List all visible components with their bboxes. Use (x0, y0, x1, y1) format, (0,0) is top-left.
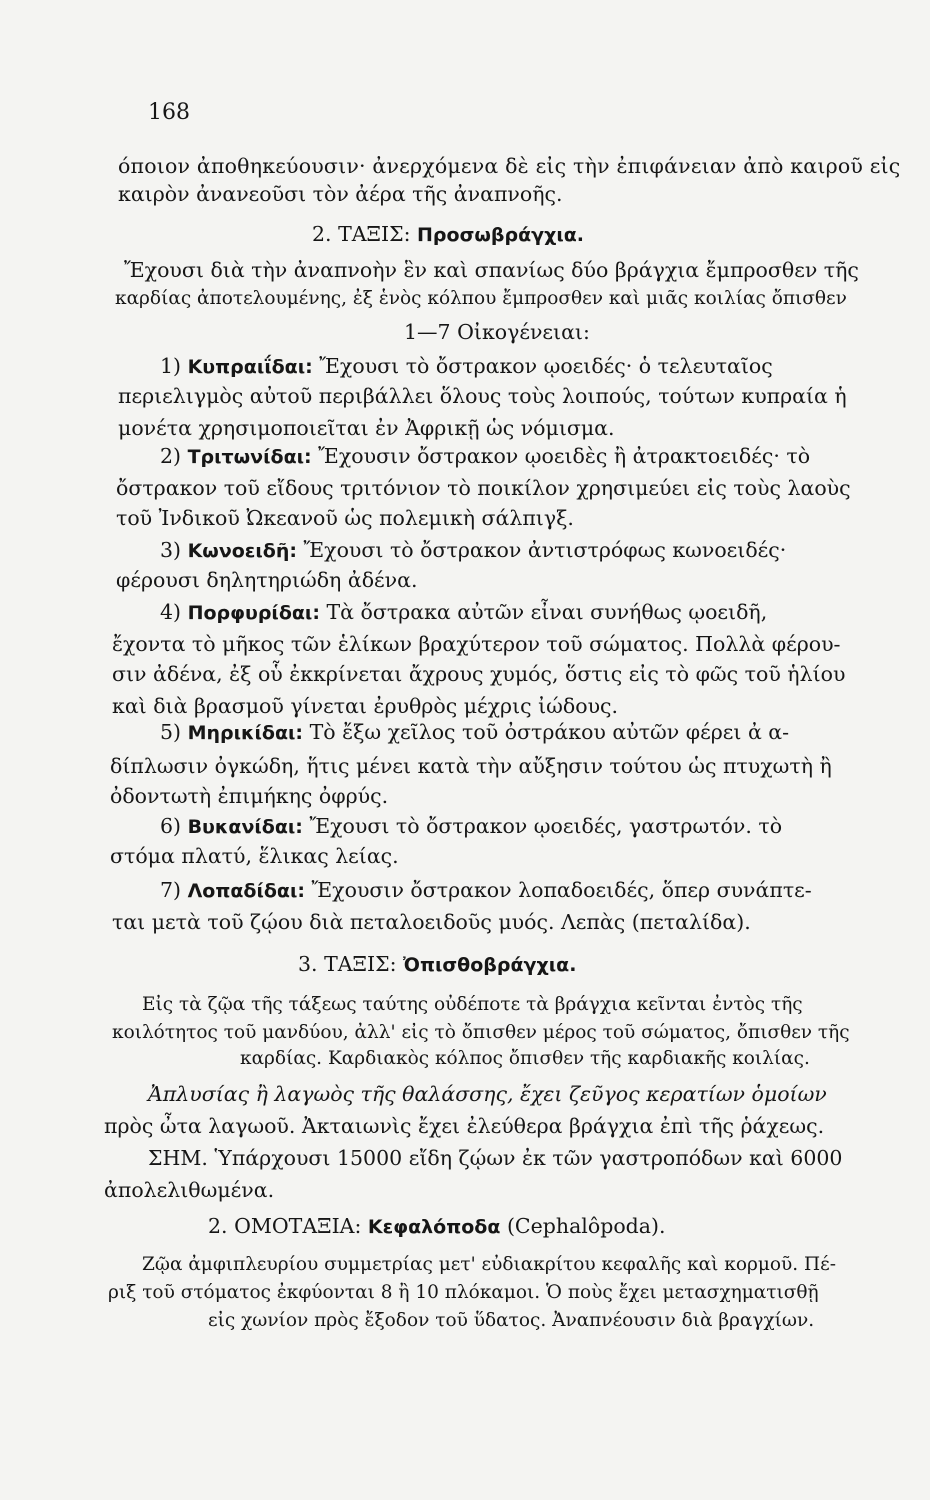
text-line: εἰς χωνίον πρὸς ἔξοδον τοῦ ὕδατος. Ἀναπνέουσιν διὰ βραγχίων. (208, 1310, 815, 1331)
text-line: πρὸς ὦτα λαγωοῦ. Ἀκταιωνὶς ἔχει ἐλεύθερα βράγχια ἐπὶ τῆς ῥάχεως. (104, 1114, 825, 1138)
text-line: καὶ διὰ βρασμοῦ γίνεται ἐρυθρὸς μέχρις ἰώδους. (112, 694, 619, 718)
entry-number: 7) (160, 878, 182, 902)
family-entry-3 (160, 540, 786, 561)
text-line: όποιον ἀποθηκεύουσιν· ἀνερχόμενα δὲ εἰς τὴν ἐπιφάνειαν ἀπὸ καιροῦ εἰς (118, 154, 901, 178)
text-line: Ἀπλυσίας ἢ λαγωὸς τῆς θαλάσσης, ἔχει ζεῦγος κερατίων ὁμοίων (148, 1082, 827, 1106)
entry-number: 5) (160, 720, 182, 744)
text-line: δίπλωσιν ὀγκώδη, ἥτις μένει κατὰ τὴν αὔξησιν τούτου ὡς πτυχωτὴ ἢ (110, 754, 832, 778)
text-line: ται μετὰ τοῦ ζῴου διὰ πεταλοειδοῦς μυός. Λεπὰς (πεταλίδα). (112, 910, 751, 934)
text-line: Ἔχουσι διὰ τὴν ἀναπνοὴν ἓν καὶ σπανίως δύο βράγχια ἔμπροσθεν τῆς (124, 258, 859, 282)
family-name: Μηρικίδαι: (187, 722, 304, 744)
text-line: ὀδοντωτὴ ἐπιμήκης ὀφρύς. (110, 784, 389, 808)
family-entry-6 (160, 816, 782, 837)
entry-text: Τὰ ὄστρακα αὐτῶν εἶναι συνήθως ῳοειδῆ, (326, 600, 768, 624)
text-line: περιελιγμὸς αὐτοῦ περιβάλλει ὅλους τοὺς λοιπούς, τούτων κυπραία ἡ (118, 384, 847, 408)
entry-number: 3) (160, 538, 182, 562)
family-entry-5 (160, 722, 789, 743)
family-name: Βυκανίδαι: (187, 816, 303, 838)
entry-text: Ἔχουσι τὸ ὄστρακον ῳοειδές· ὁ τελευταῖος (319, 354, 773, 378)
entry-text: Ἔχουσι τὸ ὄστρακον ῳοειδές, γαστρωτόν. τὸ (309, 814, 783, 838)
heading-name: Προσωβράγχια. (417, 224, 585, 246)
text-line: κοιλότητος τοῦ μανδύου, ἀλλ' εἰς τὸ ὄπισθεν μέρος τοῦ σώματος, ὄπισθεν τῆς (112, 1022, 850, 1043)
class-heading (208, 1216, 666, 1237)
entry-text: Ἔχουσιν ὄστρακον λοπαδοειδές, ὅπερ συνάπτε- (311, 878, 812, 902)
text-line: σιν ἀδένα, ἐξ οὗ ἐκκρίνεται ἄχρους χυμός, ὅστις εἰς τὸ φῶς τοῦ ἡλίου (112, 662, 846, 686)
entry-number: 2) (160, 444, 182, 468)
entry-text: Ἔχουσι τὸ ὄστρακον ἀντιστρόφως κωνοειδές· (303, 538, 787, 562)
heading-latin: (Cephalôpoda). (506, 1214, 666, 1238)
family-name: Τριτωνίδαι: (187, 446, 312, 468)
heading-name: Κεφαλόποδα (367, 1216, 501, 1238)
heading-name: Ὀπισθοβράγχια. (403, 954, 577, 976)
text-line: μονέτα χρησιμοποιεῖται ἐν Ἀφρικῇ ὡς νόμισμα. (118, 416, 615, 440)
section-heading-order-3 (298, 954, 576, 975)
entry-number: 1) (160, 354, 182, 378)
text-line: καιρὸν ἀνανεοῦσι τὸν ἀέρα τῆς ἀναπνοῆς. (118, 182, 563, 206)
note-line: ΣΗΜ. Ὑπάρχουσι 15000 εἴδη ζῴων ἐκ τῶν γαστροπόδων καὶ 6000 (148, 1146, 843, 1170)
text-line: στόμα πλατύ, ἕλικας λείας. (110, 844, 399, 868)
heading-number: 2. ΟΜΟΤΑΞΙΑ: (208, 1214, 362, 1238)
entry-number: 4) (160, 600, 182, 624)
families-heading: 1—7 Οἰκογένειαι: (404, 320, 590, 344)
family-name: Κωνοειδῆ: (187, 540, 297, 562)
family-entry-1 (160, 356, 773, 377)
family-name: Κυπραιΐδαι: (187, 356, 313, 378)
page-number: 168 (148, 100, 190, 125)
entry-text: Ἔχουσιν ὄστρακον ῳοειδὲς ἢ ἀτρακτοειδές· τὸ (318, 444, 811, 468)
text-line: καρδίας ἀποτελουμένης, ἐξ ἑνὸς κόλπου ἔμπροσθεν καὶ μιᾶς κοιλίας ὄπισθεν (115, 288, 847, 309)
entry-text: Τὸ ἔξω χεῖλος τοῦ ὀστράκου αὐτῶν φέρει ἀ α- (309, 720, 790, 744)
entry-number: 6) (160, 814, 182, 838)
heading-number: 3. ΤΑΞΙΣ: (298, 952, 397, 976)
heading-number: 2. ΤΑΞΙΣ: (312, 222, 411, 246)
text-line: ὄστρακον τοῦ εἴδους τριτόνιον τὸ ποικίλον χρησιμεύει εἰς τοὺς λαοὺς (116, 476, 851, 500)
text-line: ἔχοντα τὸ μῆκος τῶν ἑλίκων βραχύτερον τοῦ σώματος. Πολλὰ φέρου- (112, 632, 841, 656)
text-line: τοῦ Ἰνδικοῦ Ὠκεανοῦ ὡς πολεμικὴ σάλπιγξ. (116, 506, 574, 530)
section-heading-order-2 (312, 224, 584, 245)
family-entry-4 (160, 602, 767, 623)
family-name: Πορφυρίδαι: (187, 602, 320, 624)
text-line: ἀπολελιθωμένα. (104, 1178, 275, 1202)
text-line: ριξ τοῦ στόματος ἐκφύονται 8 ἢ 10 πλόκαμοι. Ὁ ποὺς ἔχει μετασχηματισθῇ (108, 1282, 819, 1303)
text-line: Εἰς τὰ ζῷα τῆς τάξεως ταύτης οὐδέποτε τὰ βράγχια κεῖνται ἐντὸς τῆς (142, 994, 803, 1015)
family-entry-7 (160, 880, 812, 901)
family-name: Λοπαδίδαι: (187, 880, 305, 902)
text-line: φέρουσι δηλητηριώδη ἀδένα. (116, 568, 418, 592)
family-entry-2 (160, 446, 810, 467)
text-line: καρδίας. Καρδιακὸς κόλπος ὄπισθεν τῆς καρδιακῆς κοιλίας. (240, 1048, 810, 1069)
text-line: Ζῷα ἀμφιπλευρίου συμμετρίας μετ' εὐδιακρίτου κεφαλῆς καὶ κορμοῦ. Πέ- (142, 1254, 837, 1275)
